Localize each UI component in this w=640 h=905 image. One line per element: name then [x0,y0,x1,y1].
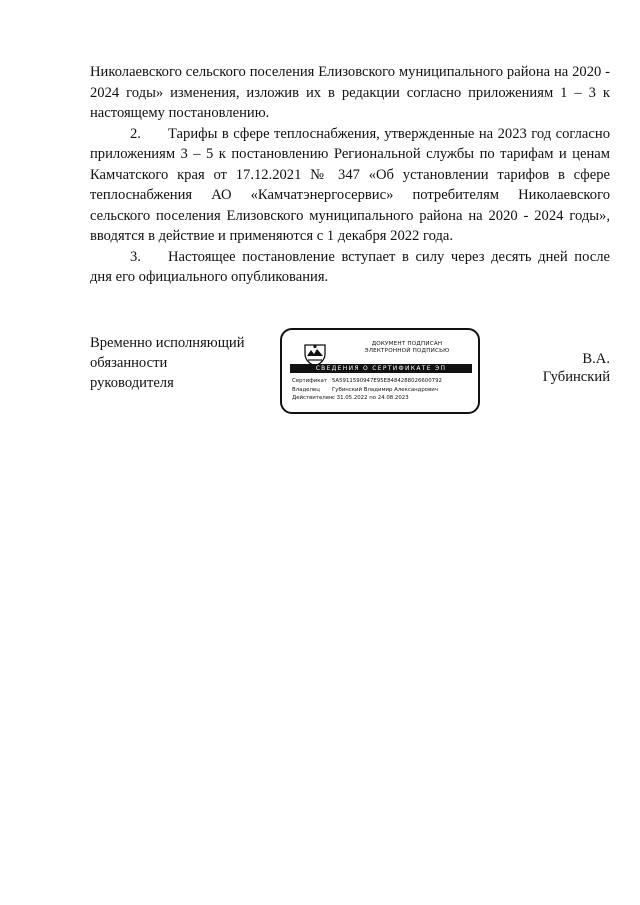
stamp-certificate-band: СВЕДЕНИЯ О СЕРТИФИКАТЕ ЭП [290,364,472,373]
stamp-row-label: Действителен [292,395,333,401]
stamp-header-line: ДОКУМЕНТ ПОДПИСАН [371,341,443,347]
paragraph-continuation: Николаевского сельского поселения Елизовского муниципального района на 2020 - 2024 годы» изменения, изложив их в редакции согласно приложениям 1 – 3 к настоящему постановлению. [90,64,610,121]
stamp-row-owner [292,386,442,395]
name-line: Губинский [542,369,610,385]
stamp-certificate-details [292,377,442,403]
stamp-row-certificate [292,377,442,386]
name-line: В.А. [582,351,610,367]
paragraph-3-number: 3. [130,248,141,265]
paragraph-2-text: Тарифы в сфере теплоснабжения, утвержденные на 2023 год согласно приложениям 3 – 5 к постановлению Региональной службы по тарифам и ценам Камчатского края от 17.12.2021 № 347 «Об установлении тарифов в сфере теплоснабжения АО «Камчатэнергосервис» потребителям Николаевского сельского поселения Елизовского муниципального района на 2020 - 2024 годы», вводятся в действие и применяются с 1 декабря 2022 года. [90,125,610,244]
paragraph-3 [90,247,610,288]
document-body [90,62,610,288]
stamp-row-validity [292,394,442,403]
paragraph-3-text: Настоящее постановление вступает в силу через десять дней после дня его официального опубликования. [90,248,610,285]
stamp-row-value: 5A5911590947E95E8484288026600792 [332,378,442,384]
position-line: Временно исполняющий [90,335,245,351]
paragraph-2 [90,124,610,247]
stamp-header-line: ЭЛЕКТРОННОЙ ПОДПИСЬЮ [364,348,450,354]
position-line: руководителя [90,375,174,391]
stamp-row-value: Губинский Владимир Александрович [332,386,438,393]
paragraph-2-number: 2. [130,125,141,142]
signatory-position [90,333,270,393]
stamp-row-value: с 31.05.2022 по 24.08.2023 [332,395,409,401]
stamp-header [342,341,472,355]
electronic-signature-stamp [280,328,480,414]
stamp-row-label: Владелец [292,386,320,393]
stamp-row-label: Сертификат [292,378,327,384]
position-line: обязанности [90,355,168,371]
signatory-name [520,350,610,386]
